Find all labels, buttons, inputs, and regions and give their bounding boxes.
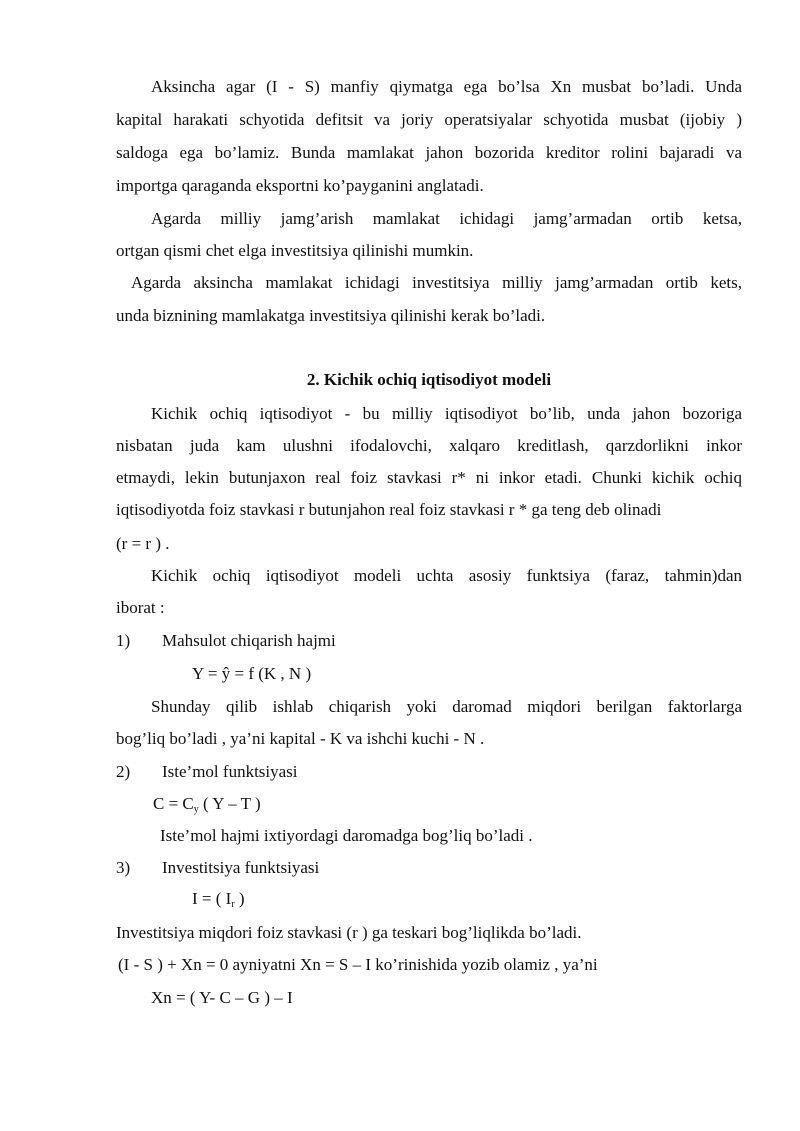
formula-part: I = ( I bbox=[192, 889, 232, 908]
list-number: 3) bbox=[116, 858, 131, 877]
paragraph-line: iqtisodiyotda foiz stavkasi r butunjahon real foiz stavkasi r * ga teng deb olinadi bbox=[116, 500, 662, 519]
paragraph-line: (r = r ) . bbox=[116, 534, 170, 553]
paragraph-line: Agarda milliy jamg’arish mamlakat ichidagi jamg’armadan ortib ketsa, bbox=[151, 209, 742, 228]
paragraph-line: Kichik ochiq iqtisodiyot modeli uchta asosiy funktsiya (faraz, tahmin)dan bbox=[151, 566, 742, 585]
paragraph-line: etmaydi, lekin butunjaxon real foiz stavkasi r* ni inkor etadi. Chunki kichik ochiq bbox=[116, 468, 742, 487]
list-number: 1) bbox=[116, 631, 131, 650]
formula bbox=[153, 794, 261, 820]
paragraph-line: importga qaraganda eksportni ko’payganini anglatadi. bbox=[116, 176, 484, 195]
paragraph-line: Aksincha agar (I - S) manfiy qiymatga ega bo’lsa Xn musbat bo’ladi. Unda bbox=[151, 77, 742, 96]
formula-part: ( Y – T ) bbox=[198, 794, 261, 813]
paragraph-line: Agarda aksincha mamlakat ichidagi investitsiya milliy jamg’armadan ortib kets, bbox=[131, 273, 742, 292]
paragraph-line: Kichik ochiq iqtisodiyot - bu milliy iqtisodiyot bo’lib, unda jahon bozoriga bbox=[151, 404, 742, 423]
formula-part: C = C bbox=[153, 794, 194, 813]
paragraph-line: kapital harakati schyotida defitsit va joriy operatsiyalar schyotida musbat (ijobiy ) bbox=[116, 110, 742, 129]
section-heading: 2. Kichik ochiq iqtisodiyot modeli bbox=[306, 370, 552, 389]
paragraph-line: Shunday qilib ishlab chiqarish yoki daromad miqdori berilgan faktorlarga bbox=[151, 697, 742, 716]
paragraph-line: Investitsiya miqdori foiz stavkasi (r ) ga teskari bog’liqlikda bo’ladi. bbox=[116, 923, 582, 942]
formula: Y = ŷ = f (K , N ) bbox=[192, 664, 312, 683]
paragraph-line: iborat : bbox=[116, 598, 165, 617]
paragraph-line: ortgan qismi chet elga investitsiya qilinishi mumkin. bbox=[116, 241, 474, 260]
paragraph-line: Iste’mol hajmi ixtiyordagi daromadga bog’liq bo’ladi . bbox=[160, 826, 533, 845]
paragraph-line: (I - S ) + Xn = 0 ayniyatni Xn = S – I ko’rinishida yozib olamiz , ya’ni bbox=[118, 955, 598, 974]
list-item-title: Mahsulot chiqarish hajmi bbox=[162, 631, 336, 650]
paragraph-line: unda biznining mamlakatga investitsiya qilinishi kerak bo’ladi. bbox=[116, 306, 546, 325]
formula-subscript: y bbox=[193, 804, 199, 815]
formula: Xn = ( Y- C – G ) – I bbox=[151, 988, 293, 1007]
formula-part: ) bbox=[234, 889, 245, 908]
formula-subscript: r bbox=[231, 899, 235, 910]
list-item-title: Investitsiya funktsiyasi bbox=[162, 858, 320, 877]
paragraph-line: saldoga ega bo’lamiz. Bunda mamlakat jahon bozorida kreditor rolini bajaradi va bbox=[116, 143, 742, 162]
paragraph-line: bog’liq bo’ladi , ya’ni kapital - K va ishchi kuchi - N . bbox=[116, 729, 485, 748]
formula bbox=[192, 889, 245, 915]
list-item-title: Iste’mol funktsiyasi bbox=[162, 762, 298, 781]
list-number: 2) bbox=[116, 762, 131, 781]
paragraph-line: nisbatan juda kam ulushni ifodalovchi, xalqaro kreditlash, qarzdorlikni inkor bbox=[116, 436, 742, 455]
